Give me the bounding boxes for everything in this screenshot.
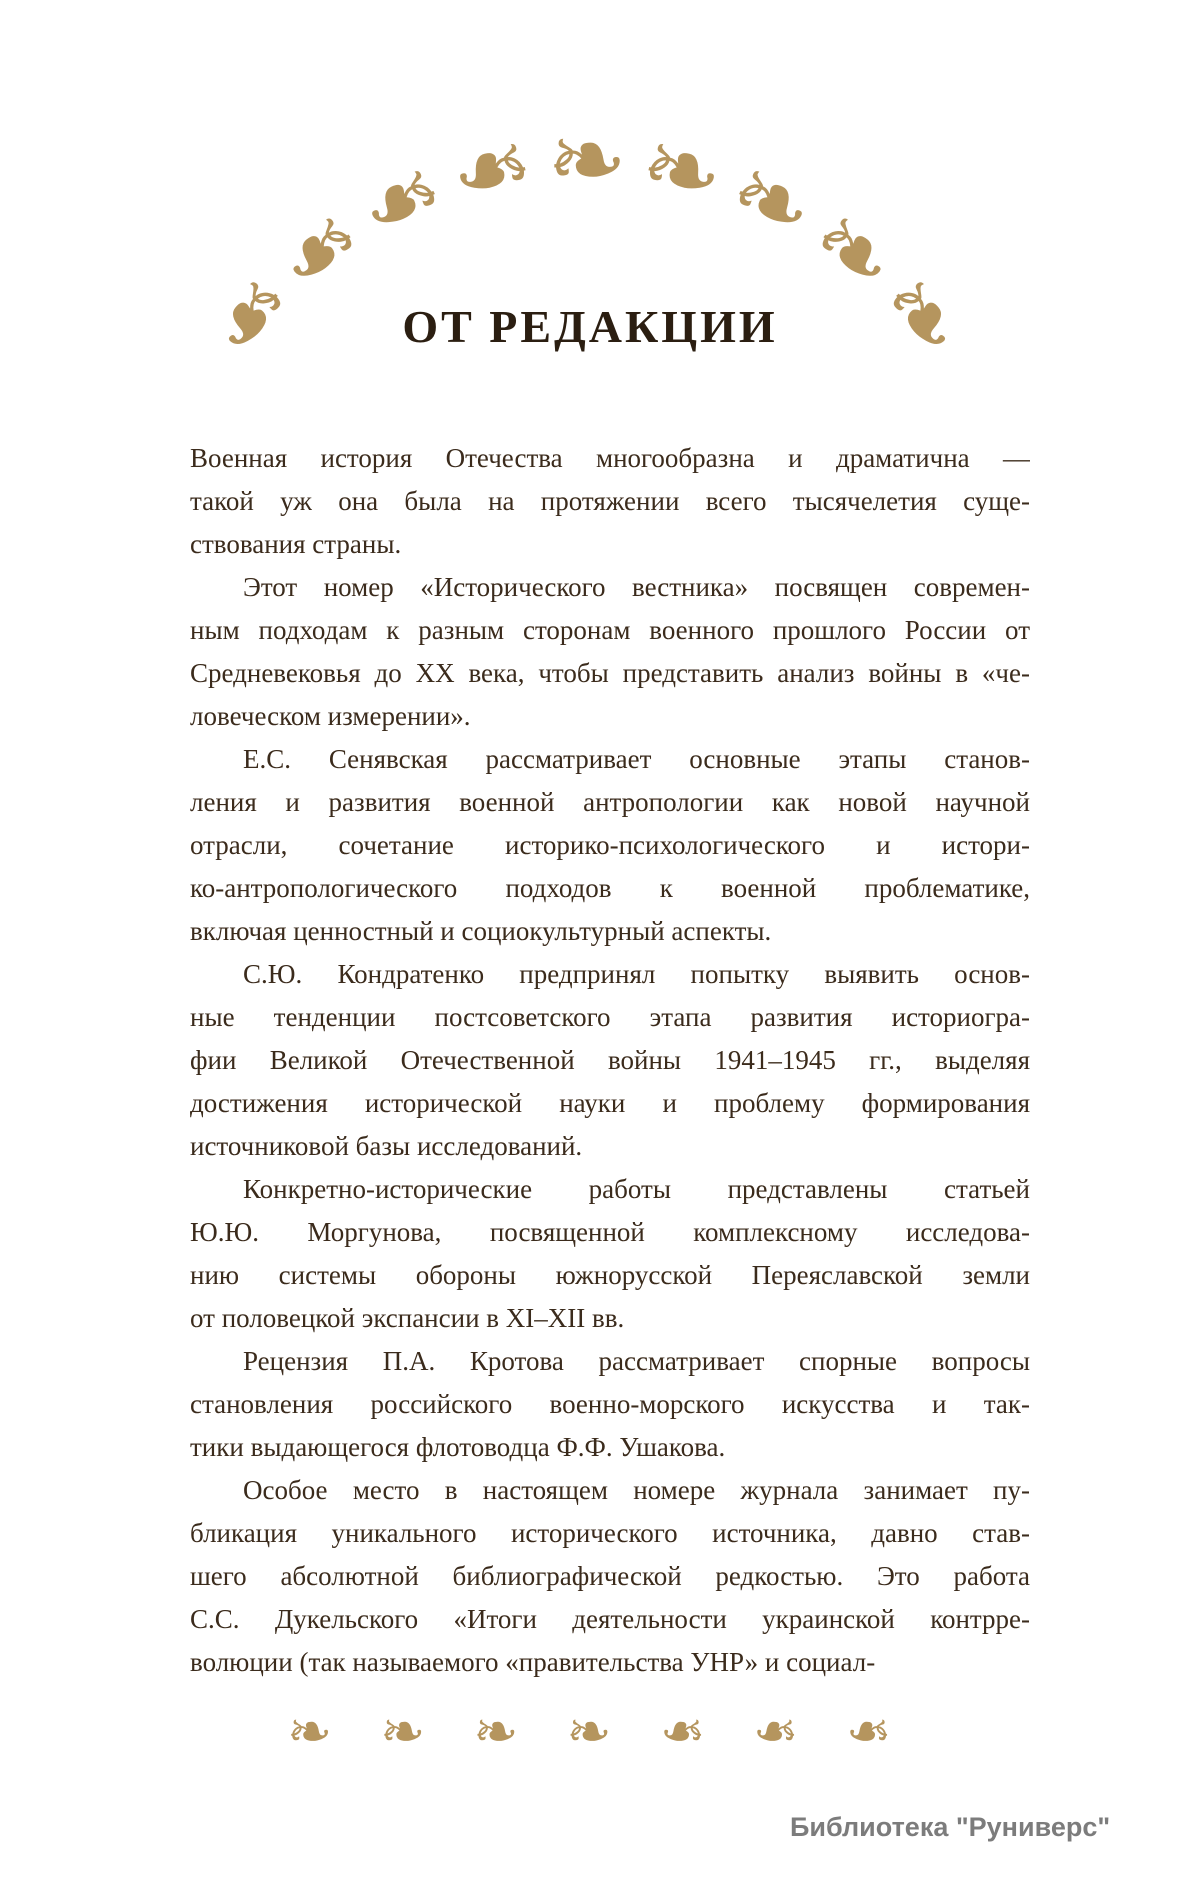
scroll-ornament-icon: ❧ — [341, 133, 463, 269]
scroll-ornament-icon: ❧ — [566, 1700, 612, 1763]
text-line: С.Ю. Кондратенко предпринял попытку выявить основ- — [243, 959, 1030, 989]
scroll-ornament-icon: ❧ — [845, 1700, 891, 1763]
scroll-ornament-icon: ❧ — [473, 1700, 519, 1763]
scroll-ornament-icon: ❧ — [630, 106, 734, 234]
text-line: ления и развития военной антропологии как новой научной — [190, 787, 1030, 817]
text-line: Военная история Отечества многообразна и драматична — — [190, 443, 1030, 473]
text-line: Конкретно-исторические работы представлены статьей — [243, 1174, 1030, 1204]
band-ornament — [287, 1700, 891, 1763]
scroll-ornament-icon: ❧ — [752, 1700, 798, 1763]
text-line: ствования страны. — [190, 529, 402, 559]
watermark: Библиотека "Руниверс" — [790, 1812, 1111, 1842]
text-line: Рецензия П.А. Кротова рассматривает спорные вопросы — [243, 1346, 1030, 1376]
text-line: отрасли, сочетание историко-психологического и истори- — [190, 830, 1030, 860]
text-line: бликация уникального исторического источника, давно став- — [190, 1518, 1030, 1548]
text-line: нию системы обороны южнорусской Переяславской земли — [190, 1260, 1030, 1290]
text-line: Ю.Ю. Моргунова, посвященной комплексному исследова- — [190, 1217, 1030, 1247]
text-line: такой уж она была на протяжении всего тысячелетия суще- — [190, 486, 1030, 516]
text-line: от половецкой экспансии в XI–XII вв. — [190, 1303, 625, 1333]
scroll-ornament-icon: ❧ — [711, 133, 833, 269]
text-line: источниковой базы исследований. — [190, 1131, 583, 1161]
scroll-ornament-icon: ❧ — [380, 1700, 426, 1763]
text-line: ные тенденции постсоветского этапа развития историогра- — [190, 1002, 1030, 1032]
text-line: тики выдающегося флотоводца Ф.Ф. Ушакова. — [190, 1432, 726, 1462]
text-line: шего абсолютной библиографической редкостью. Это работа — [190, 1561, 1030, 1591]
scroll-ornament-icon: ❧ — [546, 104, 628, 216]
page-title: ОТ РЕДАКЦИИ — [402, 301, 778, 352]
text-line: Этот номер «Исторического вестника» посвящен современ- — [243, 572, 1030, 602]
scroll-ornament-icon: ❧ — [287, 1700, 333, 1763]
text-line: становления российского военно-морского искусства и так- — [190, 1389, 1030, 1419]
text-line: С.С. Дукельского «Итоги деятельности украинской контрре- — [190, 1604, 1030, 1634]
scroll-ornament-icon: ❧ — [854, 249, 992, 383]
text-line: фии Великой Отечественной войны 1941–1945 гг., выделяя — [190, 1045, 1030, 1075]
scroll-ornament-icon: ❧ — [788, 182, 920, 320]
text-line: ловеческом измерении». — [190, 701, 471, 731]
text-line: Особое место в настоящем номере журнала занимает пу- — [243, 1475, 1030, 1505]
text-line: Средневековья до XX века, чтобы представить анализ войны в «че- — [190, 658, 1030, 688]
body-text — [190, 437, 1030, 1684]
text-line: ко-антропологического подходов к военной проблематике, — [190, 873, 1030, 903]
text-line: ным подходам к разным сторонам военного прошлого России от — [190, 615, 1030, 645]
text-line: Е.С. Сенявская рассматривает основные этапы станов- — [243, 744, 1030, 774]
text-line: включая ценностный и социокультурный аспекты. — [190, 916, 772, 946]
scroll-ornament-icon: ❧ — [440, 106, 544, 234]
scroll-ornament-icon: ❧ — [659, 1700, 705, 1763]
scroll-ornament-icon: ❧ — [254, 182, 386, 320]
scroll-ornament-icon: ❧ — [182, 249, 320, 383]
text-line: достижения исторической науки и проблему формирования — [190, 1088, 1030, 1118]
text-line: волюции (так называемого «правительства УНР» и социал- — [190, 1647, 876, 1677]
